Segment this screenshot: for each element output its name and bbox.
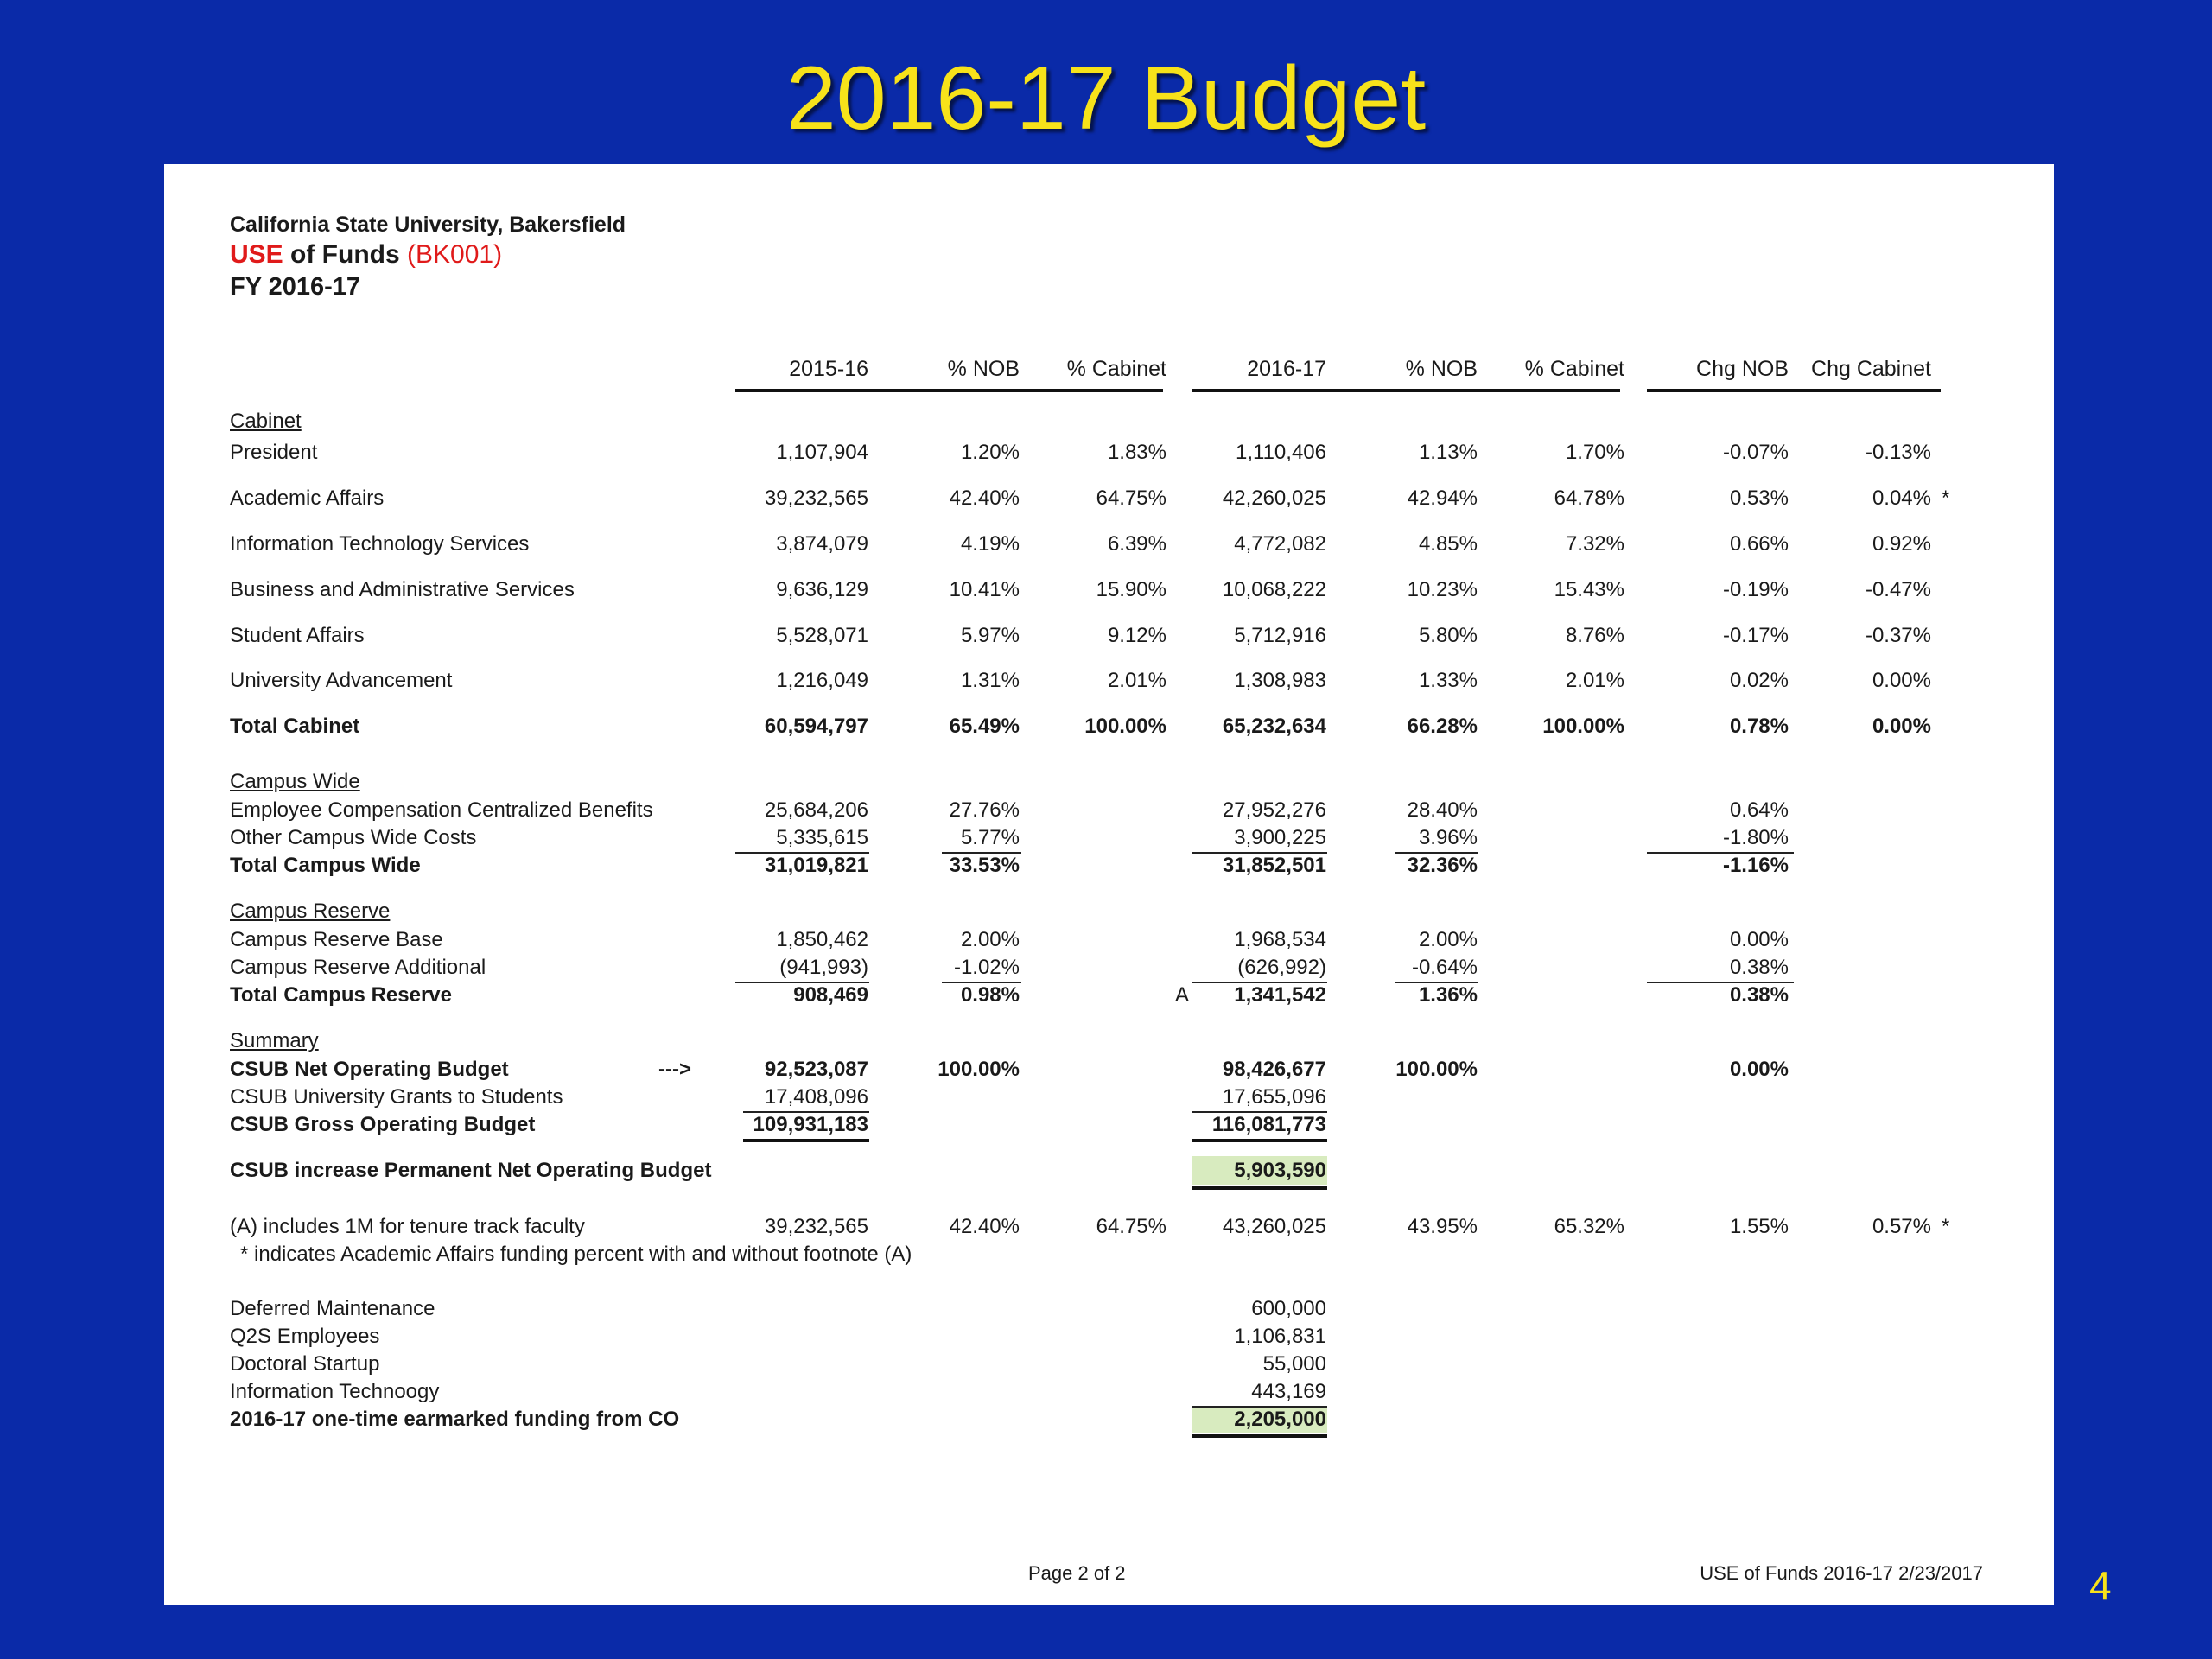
col-2015-16: 109,931,183	[753, 1113, 868, 1136]
col-pct-nob-2016: 42.94%	[1407, 486, 1478, 510]
col-chg-nob: 0.78%	[1729, 715, 1789, 738]
onetime-value: 600,000	[1251, 1297, 1326, 1320]
col-2016-17: 3,900,225	[1234, 826, 1326, 849]
col-chg-nob: -0.19%	[1722, 578, 1789, 601]
row-label: Total Cabinet	[230, 715, 360, 738]
col-2016-17: (626,992)	[1237, 956, 1326, 979]
subtotal-rule	[735, 982, 869, 983]
section-campus-reserve: Campus Reserve	[230, 899, 391, 923]
onetime-label: Deferred Maintenance	[230, 1297, 435, 1320]
column-header: % NOB	[947, 357, 1020, 381]
subtotal-rule	[942, 982, 1021, 983]
col-pct-cabinet-2015: 100.00%	[1084, 715, 1166, 738]
col-chg-cabinet: 0.04%	[1872, 486, 1931, 510]
col-pct-cabinet-2015: 9.12%	[1107, 624, 1166, 647]
increase-label: CSUB increase Permanent Net Operating Budget	[230, 1159, 712, 1182]
col-2015-16: 92,523,087	[764, 1058, 868, 1081]
col-pct-nob-2015: 65.49%	[949, 715, 1020, 738]
col-2015-16: 5,528,071	[776, 624, 868, 647]
subtotal-rule	[1192, 1406, 1327, 1408]
col-pct-nob-2016: 66.28%	[1407, 715, 1478, 738]
total-rule	[1192, 1434, 1327, 1438]
col-pct-cabinet-2015: 2.01%	[1107, 669, 1166, 692]
row-label: Academic Affairs	[230, 486, 385, 510]
fiscal-year: FY 2016-17	[230, 273, 361, 301]
use-word: USE	[230, 240, 283, 269]
col-2015-16: 908,469	[793, 983, 868, 1007]
col-pct-nob-2015: 1.20%	[960, 441, 1020, 464]
col-2016-17: 17,655,096	[1222, 1085, 1326, 1109]
col-2015-16: 1,107,904	[776, 441, 868, 464]
subtotal-rule	[1647, 982, 1794, 983]
col-pct-nob-2015: 42.40%	[949, 486, 1020, 510]
header-rule	[1192, 389, 1620, 392]
col-chg-nob: 0.00%	[1729, 928, 1789, 951]
col-chg-cabinet: -0.13%	[1865, 441, 1931, 464]
col-2015-16: 60,594,797	[764, 715, 868, 738]
col-pct-nob-2015: 33.53%	[949, 854, 1020, 877]
col-2016-17: 98,426,677	[1222, 1058, 1326, 1081]
subtotal-rule	[1647, 852, 1794, 854]
col-chg-nob: 0.38%	[1729, 956, 1789, 979]
col-2016-17: 42,260,025	[1222, 486, 1326, 510]
col-chg-nob: 0.53%	[1729, 486, 1789, 510]
col-chg-nob: 0.38%	[1729, 983, 1789, 1007]
col-chg-nob: -0.07%	[1722, 441, 1789, 464]
org-name: California State University, Bakersfield	[230, 213, 626, 237]
col-pct-cabinet-2016: 15.43%	[1554, 578, 1624, 601]
of-funds-text: of Funds	[283, 240, 407, 269]
subtotal-rule	[942, 852, 1021, 854]
arrow-marker: --->	[658, 1058, 691, 1081]
onetime-value: 55,000	[1262, 1352, 1326, 1376]
col-chg-nob: 1.55%	[1729, 1215, 1789, 1238]
col-2015-16: 17,408,096	[764, 1085, 868, 1109]
row-label: Employee Compensation Centralized Benefits	[230, 798, 653, 822]
col-2016-17: 65,232,634	[1222, 715, 1326, 738]
col-pct-cabinet-2015: 64.75%	[1096, 486, 1166, 510]
col-pct-cabinet-2016: 7.32%	[1565, 532, 1624, 556]
col-pct-nob-2015: 100.00%	[938, 1058, 1020, 1081]
col-pct-nob-2015: 0.98%	[960, 983, 1020, 1007]
row-label: CSUB Gross Operating Budget	[230, 1113, 536, 1136]
col-chg-nob: -0.17%	[1722, 624, 1789, 647]
col-pct-nob-2015: 42.40%	[949, 1215, 1020, 1238]
col-pct-nob-2016: 1.36%	[1418, 983, 1478, 1007]
col-pct-nob-2015: 27.76%	[949, 798, 1020, 822]
col-2016-17: 5,712,916	[1234, 624, 1326, 647]
col-pct-cabinet-2016: 1.70%	[1565, 441, 1624, 464]
row-label: Other Campus Wide Costs	[230, 826, 477, 849]
col-chg-nob: 0.66%	[1729, 532, 1789, 556]
col-pct-nob-2016: 10.23%	[1407, 578, 1478, 601]
row-label: CSUB University Grants to Students	[230, 1085, 563, 1109]
col-2015-16: 1,850,462	[776, 928, 868, 951]
footnote-star: * indicates Academic Affairs funding percent with and without footnote (A)	[240, 1243, 912, 1266]
col-2016-17: 1,308,983	[1234, 669, 1326, 692]
col-2015-16: 5,335,615	[776, 826, 868, 849]
column-header: 2016-17	[1247, 357, 1326, 381]
col-2015-16: 3,874,079	[776, 532, 868, 556]
onetime-value: 1,106,831	[1234, 1325, 1326, 1348]
footer-page: Page 2 of 2	[1028, 1562, 1126, 1584]
col-2015-16: 25,684,206	[764, 798, 868, 822]
col-pct-cabinet-2016: 2.01%	[1565, 669, 1624, 692]
col-pct-nob-2015: 10.41%	[949, 578, 1020, 601]
col-pct-nob-2016: 28.40%	[1407, 798, 1478, 822]
header-rule	[735, 389, 1163, 392]
col-pct-nob-2016: 100.00%	[1395, 1058, 1478, 1081]
row-label: Campus Reserve Additional	[230, 956, 486, 979]
col-chg-nob: -1.16%	[1722, 854, 1789, 877]
col-pct-nob-2015: 5.77%	[960, 826, 1020, 849]
doc-title	[230, 240, 502, 270]
fund-code: (BK001)	[407, 240, 503, 269]
col-chg-cabinet: 0.92%	[1872, 532, 1931, 556]
col-2015-16: 31,019,821	[764, 854, 868, 877]
header-rule	[1647, 389, 1941, 392]
column-header: % Cabinet	[1524, 357, 1624, 381]
col-pct-cabinet-2016: 8.76%	[1565, 624, 1624, 647]
col-chg-cabinet: -0.37%	[1865, 624, 1931, 647]
col-2016-17: 4,772,082	[1234, 532, 1326, 556]
increase-value: 5,903,590	[1234, 1159, 1326, 1182]
subtotal-rule	[735, 852, 869, 854]
col-pct-nob-2016: 32.36%	[1407, 854, 1478, 877]
col-2015-16: 39,232,565	[764, 1215, 868, 1238]
total-rule	[1192, 1139, 1327, 1142]
col-chg-nob: 0.02%	[1729, 669, 1789, 692]
subtotal-rule	[1192, 982, 1327, 983]
footer-right: USE of Funds 2016-17 2/23/2017	[1700, 1562, 1983, 1584]
col-2016-17: 1,341,542	[1234, 983, 1326, 1007]
col-pct-nob-2016: 1.13%	[1418, 441, 1478, 464]
col-pct-cabinet-2016: 64.78%	[1554, 486, 1624, 510]
col-pct-nob-2016: 4.85%	[1418, 532, 1478, 556]
col-pct-nob-2015: 2.00%	[960, 928, 1020, 951]
footnote-a-label: (A) includes 1M for tenure track faculty	[230, 1215, 585, 1238]
row-label: Information Technology Services	[230, 532, 530, 556]
onetime-label: Information Technoogy	[230, 1380, 440, 1403]
row-label: President	[230, 441, 318, 464]
column-header: Chg NOB	[1696, 357, 1789, 381]
col-pct-nob-2016: 2.00%	[1418, 928, 1478, 951]
col-pct-nob-2016: 1.33%	[1418, 669, 1478, 692]
col-chg-nob: 0.00%	[1729, 1058, 1789, 1081]
col-chg-cabinet: 0.57%	[1872, 1215, 1931, 1238]
col-2016-17: 1,110,406	[1236, 441, 1326, 464]
col-pct-cabinet-2015: 64.75%	[1096, 1215, 1166, 1238]
col-2015-16: 9,636,129	[776, 578, 868, 601]
subtotal-rule	[1395, 852, 1478, 854]
document-image	[164, 164, 2054, 1605]
subtotal-rule	[743, 1111, 869, 1113]
row-label: University Advancement	[230, 669, 453, 692]
onetime-label: Q2S Employees	[230, 1325, 380, 1348]
col-chg-cabinet: 0.00%	[1872, 669, 1931, 692]
section-campus-wide: Campus Wide	[230, 770, 360, 793]
row-label: Student Affairs	[230, 624, 365, 647]
onetime-value: 2,205,000	[1234, 1408, 1326, 1431]
row-label: Total Campus Reserve	[230, 983, 452, 1007]
col-pct-nob-2016: 5.80%	[1418, 624, 1478, 647]
col-2015-16: (941,993)	[779, 956, 868, 979]
column-header: Chg Cabinet	[1811, 357, 1931, 381]
col-pct-nob-2015: 5.97%	[960, 624, 1020, 647]
onetime-label: Doctoral Startup	[230, 1352, 380, 1376]
col-pct-nob-2016: 43.95%	[1407, 1215, 1478, 1238]
col-pct-cabinet-2015: 1.83%	[1107, 441, 1166, 464]
onetime-label: 2016-17 one-time earmarked funding from CO	[230, 1408, 680, 1431]
row-label: Campus Reserve Base	[230, 928, 443, 951]
col-pct-nob-2015: 4.19%	[960, 532, 1020, 556]
col-chg-nob: 0.64%	[1729, 798, 1789, 822]
col-pct-cabinet-2016: 100.00%	[1542, 715, 1624, 738]
note-marker: A	[1175, 983, 1190, 1007]
col-pct-cabinet-2015: 15.90%	[1096, 578, 1166, 601]
col-2016-17: 10,068,222	[1222, 578, 1326, 601]
col-2016-17: 31,852,501	[1222, 854, 1326, 877]
col-pct-cabinet-2015: 6.39%	[1107, 532, 1166, 556]
col-pct-nob-2016: -0.64%	[1411, 956, 1478, 979]
column-header: % Cabinet	[1066, 357, 1166, 381]
column-header: % NOB	[1405, 357, 1478, 381]
col-chg-nob: -1.80%	[1722, 826, 1789, 849]
footnote-mark: *	[1942, 486, 1950, 510]
col-chg-cabinet: -0.47%	[1865, 578, 1931, 601]
col-2015-16: 1,216,049	[776, 669, 868, 692]
slide-number: 4	[2089, 1563, 2112, 1608]
col-pct-nob-2016: 3.96%	[1418, 826, 1478, 849]
section-cabinet: Cabinet	[230, 410, 302, 433]
total-rule	[1192, 1186, 1327, 1190]
col-2016-17: 27,952,276	[1222, 798, 1326, 822]
section-summary: Summary	[230, 1029, 319, 1052]
column-header: 2015-16	[789, 357, 868, 381]
row-label: Total Campus Wide	[230, 854, 421, 877]
col-chg-cabinet: 0.00%	[1872, 715, 1931, 738]
total-rule	[743, 1139, 869, 1142]
col-pct-nob-2015: -1.02%	[953, 956, 1020, 979]
subtotal-rule	[1395, 982, 1478, 983]
onetime-value: 443,169	[1251, 1380, 1326, 1403]
row-label: CSUB Net Operating Budget	[230, 1058, 509, 1081]
row-label: Business and Administrative Services	[230, 578, 575, 601]
col-pct-cabinet-2016: 65.32%	[1554, 1215, 1624, 1238]
slide-title: 2016-17 Budget	[785, 48, 1427, 149]
col-2016-17: 1,968,534	[1234, 928, 1326, 951]
col-2016-17: 116,081,773	[1211, 1113, 1326, 1136]
col-2016-17: 43,260,025	[1222, 1215, 1326, 1238]
subtotal-rule	[1192, 852, 1327, 854]
footnote-mark: *	[1942, 1215, 1950, 1238]
col-2015-16: 39,232,565	[764, 486, 868, 510]
subtotal-rule	[1192, 1111, 1327, 1113]
col-pct-nob-2015: 1.31%	[960, 669, 1020, 692]
